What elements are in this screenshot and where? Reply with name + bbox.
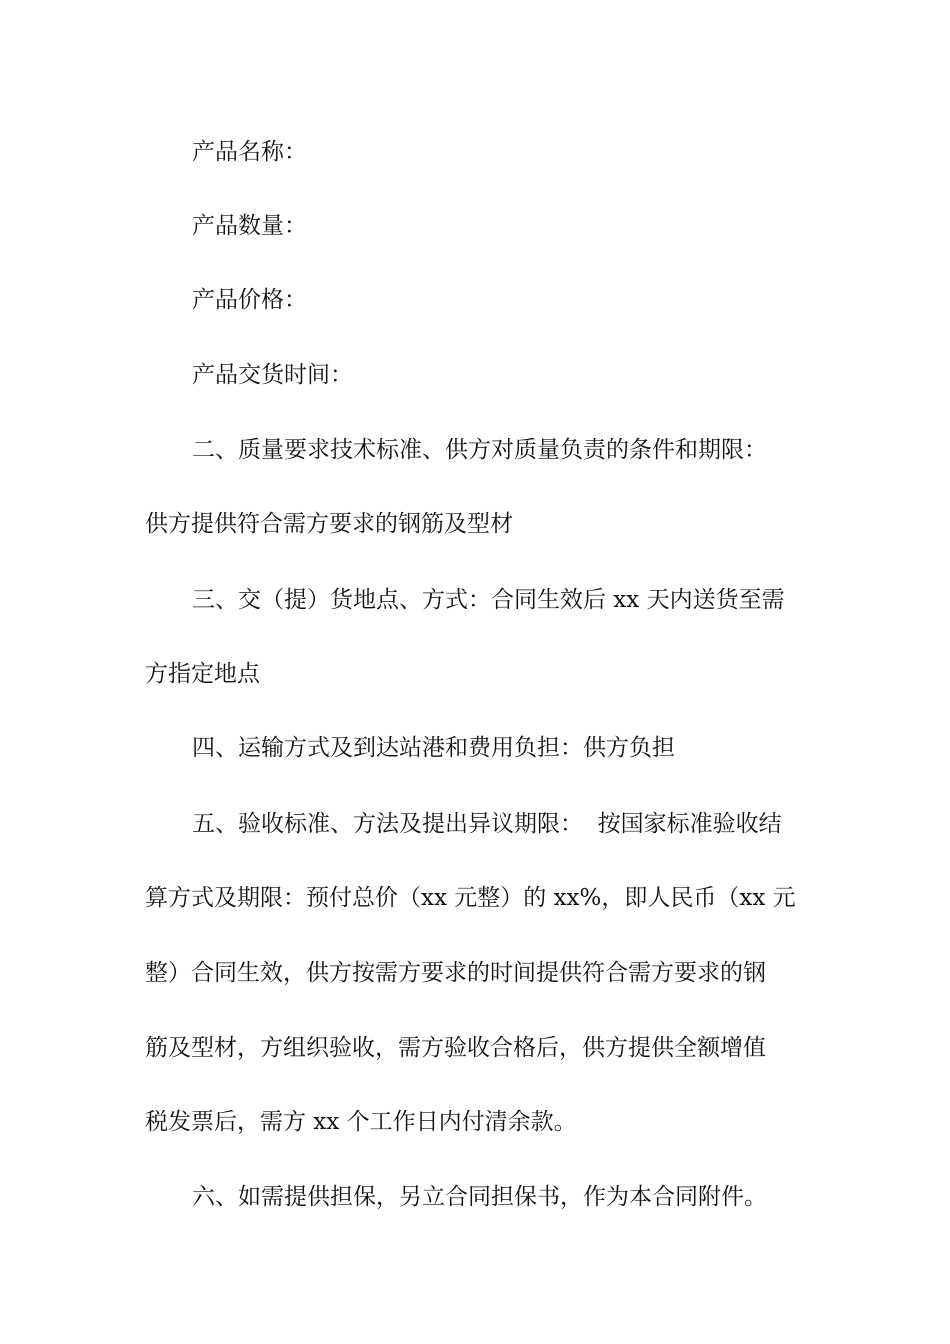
clause-3-line-1: 三、交（提）货地点、方式：合同生效后 xx 天内送货至需 [192,587,785,613]
clause-2-heading: 二、质量要求技术标准、供方对质量负责的条件和期限： [192,437,767,463]
clause-5-line-5: 税发票后，需方 xx 个工作日内付清余款。 [145,1109,577,1135]
product-quantity-label: 产品数量： [192,213,307,239]
clause-5-line-3: 整）合同生效，供方按需方要求的时间提供符合需方要求的钢 [145,960,766,986]
product-name-label: 产品名称： [192,139,307,165]
delivery-time-label: 产品交货时间： [192,362,353,388]
clause-5-line-1: 五、验收标准、方法及提出异议期限： 按国家标准验收结 [192,811,782,837]
clause-3-line-2: 方指定地点 [145,661,260,687]
clause-5-line-2: 算方式及期限：预付总价（xx 元整）的 xx%，即人民币（xx 元 [145,885,796,911]
clause-5-line-4: 筋及型材，方组织验收，需方验收合格后，供方提供全额增值 [145,1035,766,1061]
clause-4: 四、运输方式及到达站港和费用负担：供方负担 [192,735,675,761]
product-price-label: 产品价格： [192,287,307,313]
clause-2-body: 供方提供符合需方要求的钢筋及型材 [145,511,513,537]
clause-6: 六、如需提供担保，另立合同担保书，作为本合同附件。 [192,1184,767,1210]
